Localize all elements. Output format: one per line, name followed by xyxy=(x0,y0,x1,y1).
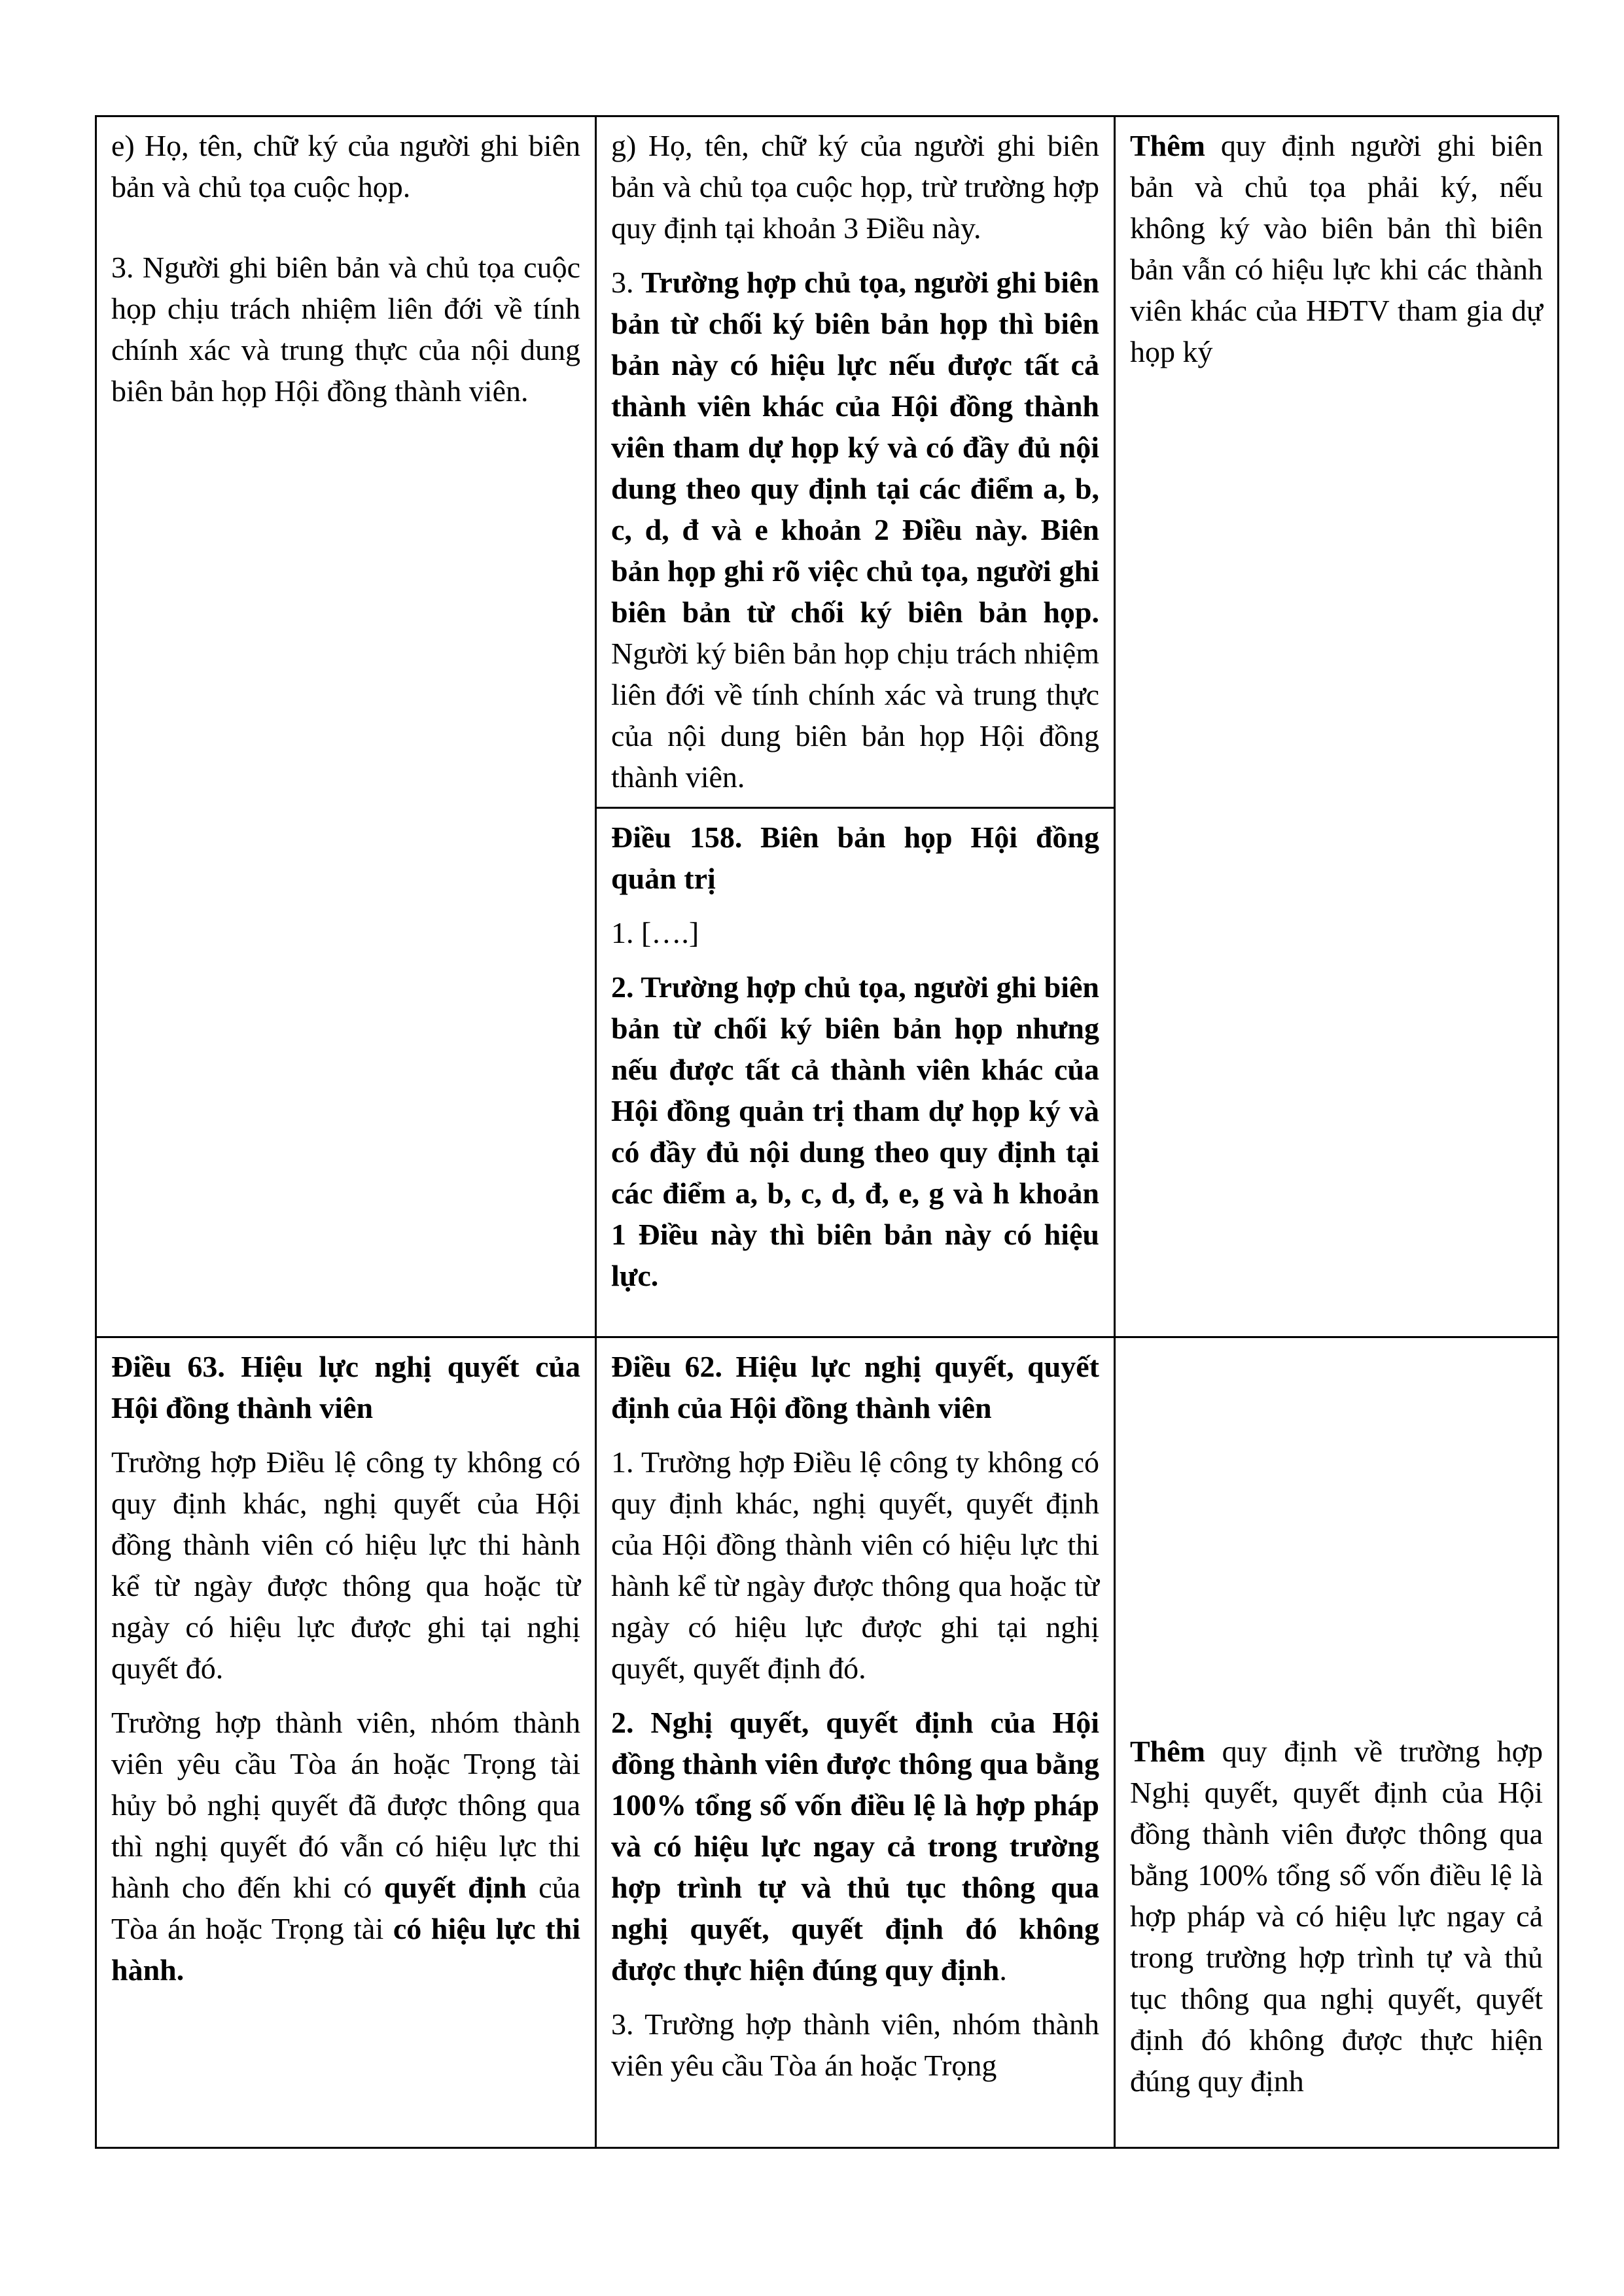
old-law-cell xyxy=(96,116,596,1337)
old-law-cell-63 xyxy=(96,1337,596,2148)
article-63-title: Điều 63. Hiệu lực nghị quyết của Hội đồng thành viên xyxy=(111,1350,580,1424)
article-158-clause-2: 2. Trường hợp chủ tọa, người ghi biên bản từ chối ký biên bản họp nhưng nếu được tất cả thành viên khác của Hội đồng quản trị tham dự họp ký và có đầy đủ nội dung theo quy định tại các điểm a, b, c, d, đ, e, g và h khoản 1 Điều này thì biên bản này có hiệu lực. xyxy=(611,970,1099,1292)
note-cell-62 xyxy=(1115,1337,1559,2148)
note-cell xyxy=(1115,116,1559,1337)
article-158-title: Điều 158. Biên bản họp Hội đồng quản trị xyxy=(611,821,1099,895)
article-63-p1: Trường hợp Điều lệ công ty không có quy định khác, nghị quyết của Hội đồng thành viên có hiệu lực thi hành kể từ ngày được thông qua hoặc từ ngày có hiệu lực được ghi tại nghị quyết đó. xyxy=(111,1445,580,1685)
comparison-table xyxy=(95,115,1559,2149)
article-62-title: Điều 62. Hiệu lực nghị quyết, quyết định của Hội đồng thành viên xyxy=(611,1350,1099,1424)
article-62-clause-2: 2. Nghị quyết, quyết định của Hội đồng thành viên được thông qua bằng 100% tổng số vốn điều lệ là hợp pháp và có hiệu lực ngay cả trong trường hợp trình tự và thủ tục thông qua nghị quyết, quyết định đó không được thực hiện đúng quy định. xyxy=(611,1706,1099,1987)
old-point-e: e) Họ, tên, chữ ký của người ghi biên bản và chủ tọa cuộc họp. xyxy=(111,129,580,203)
new-clause-3: 3. Trường hợp chủ tọa, người ghi biên bản từ chối ký biên bản họp thì biên bản này có hiệu lực nếu được tất cả thành viên khác của Hội đồng thành viên tham dự họp ký và có đầy đủ nội dung theo quy định tại các điểm a, b, c, d, đ và e khoản 2 Điều này. Biên bản họp ghi rõ việc chủ tọa, người ghi biên bản từ chối ký biên bản họp. Người ký biên bản họp chịu trách nhiệm liên đới về tính chính xác và trung thực của nội dung biên bản họp Hội đồng thành viên. xyxy=(611,266,1100,794)
table-row xyxy=(96,116,1559,808)
table-row xyxy=(96,1337,1559,2148)
note-text-62: Thêm quy định về trường hợp Nghị quyết, quyết định của Hội đồng thành viên được thông qua bằng 100% tổng số vốn điều lệ là hợp pháp và có hiệu lực ngay cả trong trường hợp trình tự và thủ tục thông qua nghị quyết, quyết định đó không được thực hiện đúng quy định xyxy=(1130,1735,1543,2098)
new-law-cell-62 xyxy=(596,1337,1115,2148)
article-63-p2: Trường hợp thành viên, nhóm thành viên yêu cầu Tòa án hoặc Trọng tài hủy bỏ nghị quyết đã được thông qua thì nghị quyết đó vẫn có hiệu lực thi hành cho đến khi có quyết định của Tòa án hoặc Trọng tài có hiệu lực thi hành. xyxy=(111,1706,581,1987)
article-62-clause-3: 3. Trường hợp thành viên, nhóm thành viên yêu cầu Tòa án hoặc Trọng xyxy=(611,2007,1099,2082)
old-clause-3: 3. Người ghi biên bản và chủ tọa cuộc họp chịu trách nhiệm liên đới về tính chính xác và trung thực của nội dung biên bản họp Hội đồng thành viên. xyxy=(111,251,580,408)
article-158-clause-1: 1. [….] xyxy=(611,916,699,949)
article-62-clause-1: 1. Trường hợp Điều lệ công ty không có quy định khác, nghị quyết, quyết định của Hội đồng thành viên có hiệu lực thi hành kể từ ngày được thông qua hoặc từ ngày có hiệu lực được ghi tại nghị quyết, quyết định đó. xyxy=(611,1445,1099,1685)
note-text: Thêm quy định người ghi biên bản và chủ tọa phải ký, nếu không ký vào biên bản thì biên bản vẫn có hiệu lực khi các thành viên khác của HĐTV tham gia dự họp ký xyxy=(1130,129,1543,368)
new-law-cell-158 xyxy=(596,808,1115,1337)
document-page xyxy=(95,115,1557,2149)
new-point-g: g) Họ, tên, chữ ký của người ghi biên bản và chủ tọa cuộc họp, trừ trường hợp quy định tại khoản 3 Điều này. xyxy=(611,129,1099,245)
new-law-cell xyxy=(596,116,1115,808)
